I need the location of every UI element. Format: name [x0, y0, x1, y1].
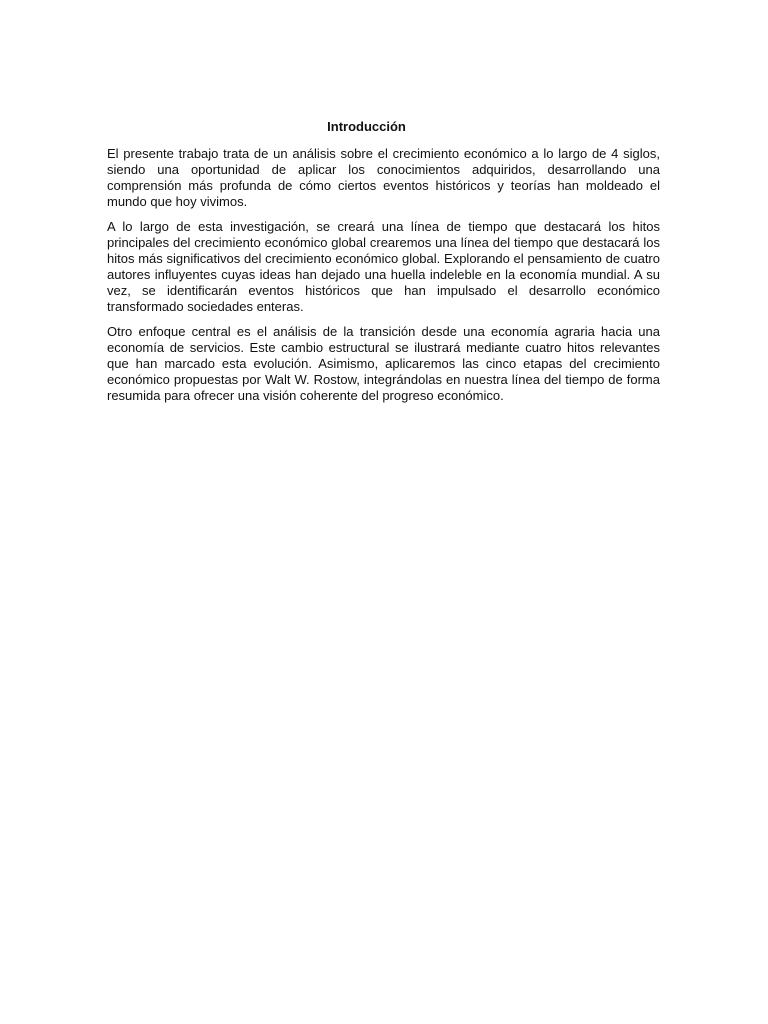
paragraph-transition: Otro enfoque central es el análisis de la transición desde una economía agraria hacia una economía de servicios. Este cambio estructural se ilustrará mediante cuatro hitos relevantes que han marcado esta evolución. Asimismo, aplicaremos las cinco etapas del crecimiento económico propuestas por Walt W. Rostow, integrándolas en nuestra línea del tiempo de forma resumida para ofrecer una visión coherente del progreso económico. [107, 324, 660, 403]
paragraph-timeline: A lo largo de esta investigación, se creará una línea de tiempo que destacará los hitos principales del crecimiento económico global crearemos una línea del tiempo que destacará los hitos más significativos del crecimiento económico global. Explorando el pensamiento de cuatro autores influyentes cuyas ideas han dejado una huella indeleble en la economía mundial. A su vez, se identificarán eventos históricos que han impulsado el desarrollo económico transformado sociedades enteras. [107, 219, 660, 314]
paragraph-intro: El presente trabajo trata de un análisis sobre el crecimiento económico a lo largo de 4 siglos, siendo una oportunidad de aplicar los conocimientos adquiridos, desarrollando una comprensión más profunda de cómo ciertos eventos históricos y teorías han moldeado el mundo que hoy vivimos. [107, 146, 660, 209]
document-body [107, 119, 660, 413]
document-title: Introducción [327, 119, 406, 134]
